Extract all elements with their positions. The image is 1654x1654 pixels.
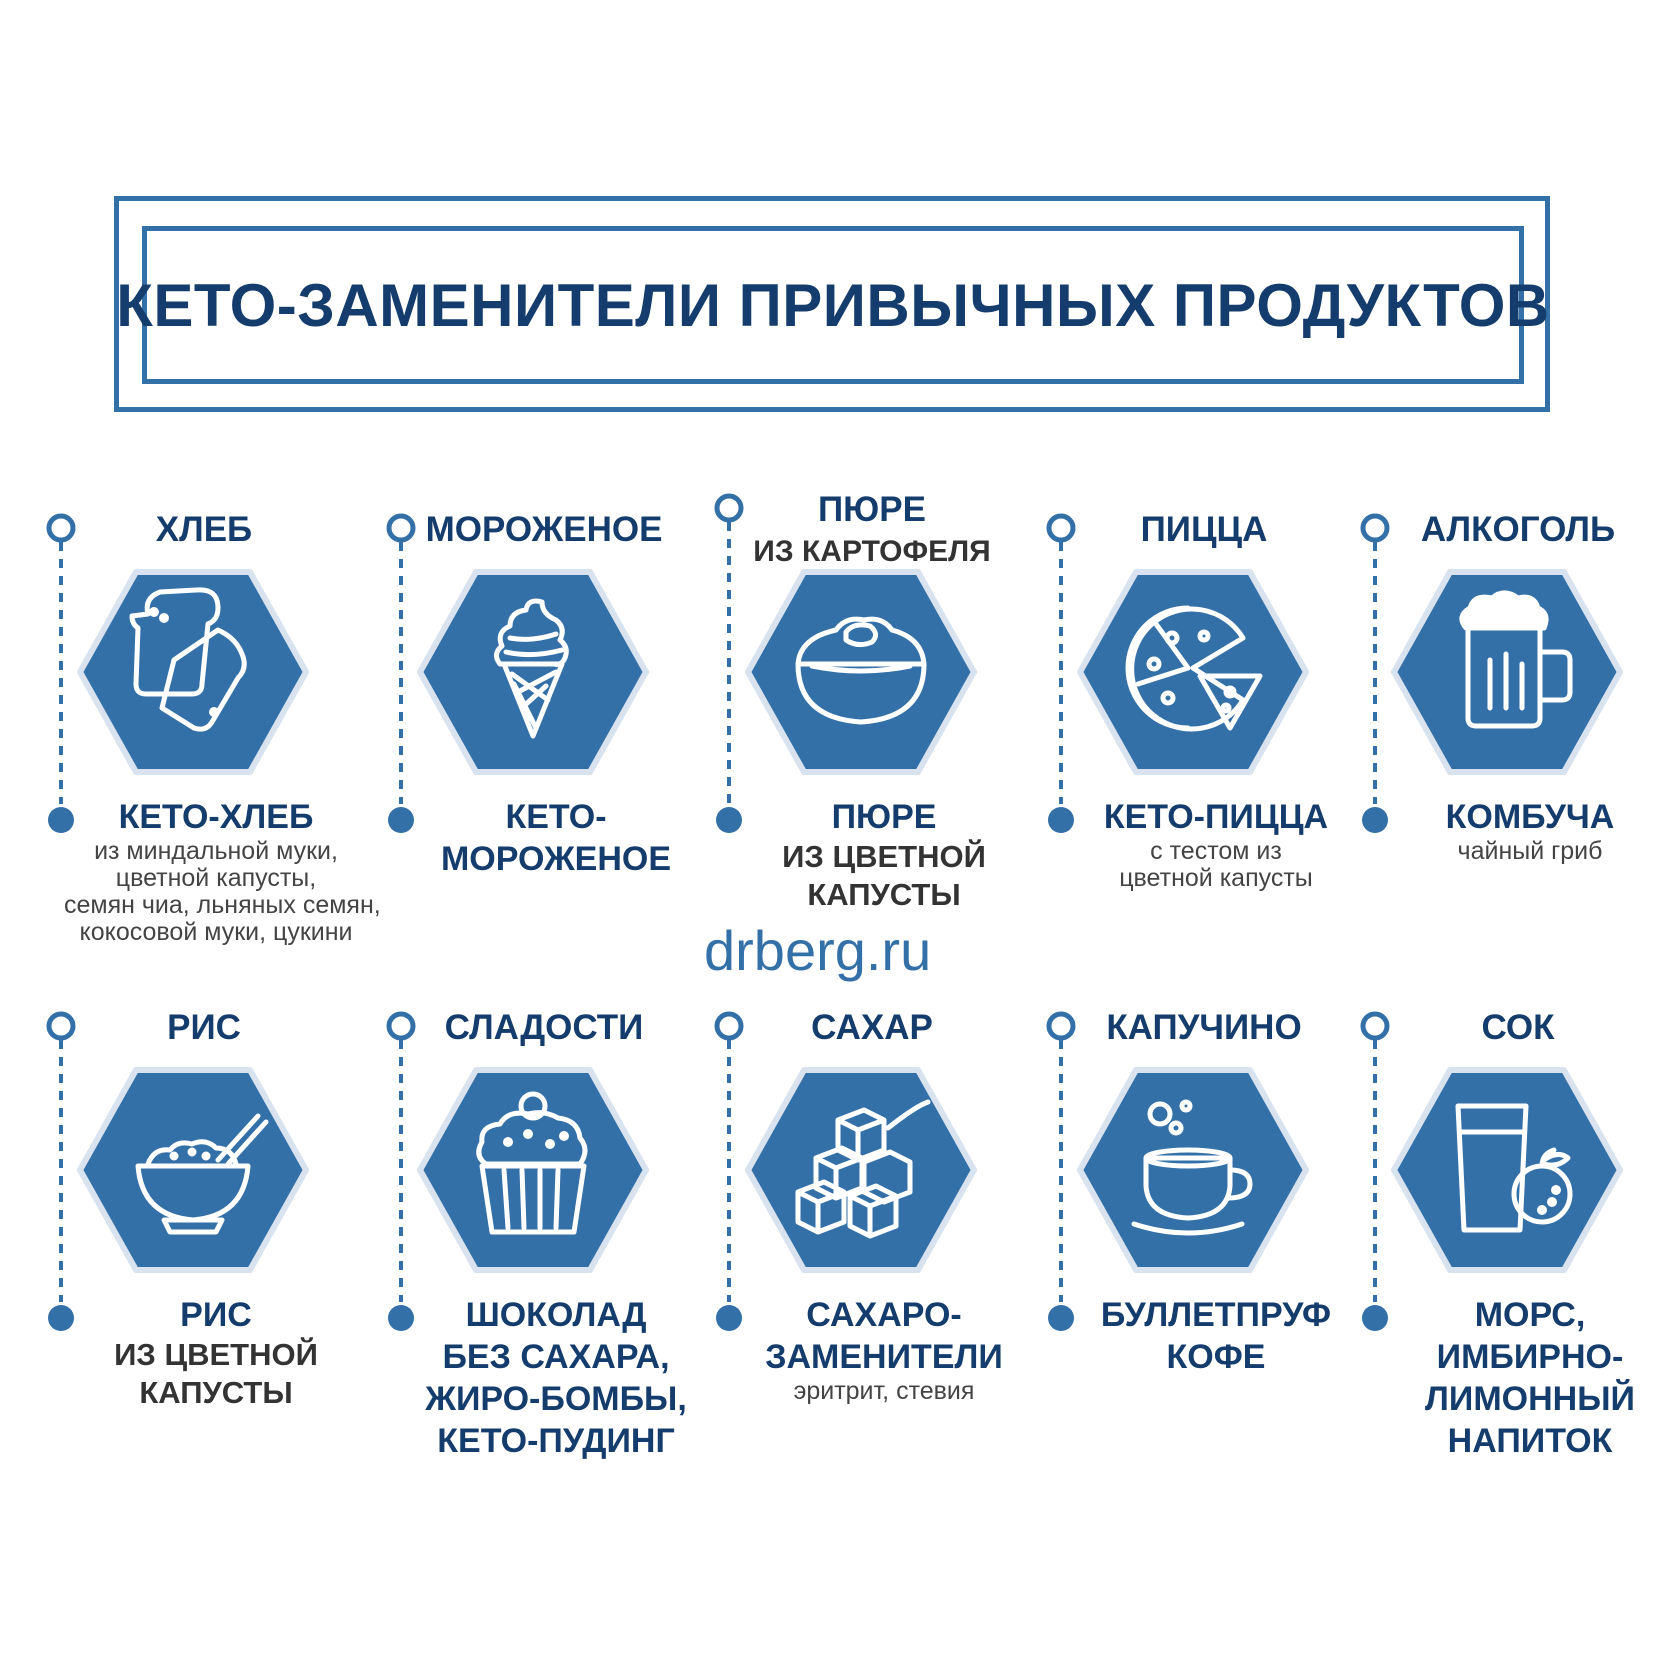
original-product-label [84, 510, 324, 550]
keto-substitute-label [64, 796, 381, 946]
original-product-label [1398, 1008, 1638, 1048]
substitute-caption-line: КАПУСТЫ [807, 877, 961, 912]
hexagon-badge [78, 568, 308, 776]
timeline-connector [1362, 1008, 1388, 1338]
original-product-label [84, 1008, 324, 1048]
keto-substitute-label [404, 796, 708, 880]
timeline-connector [48, 510, 74, 840]
title-frame-inner [116, 226, 1550, 384]
hexagon-shape [1080, 1070, 1306, 1270]
open-circle-marker [389, 1014, 413, 1038]
hexagon-shape [1394, 1070, 1620, 1270]
substitute-description-line: семян чиа, льняных семян, [64, 891, 381, 919]
open-circle-marker [389, 516, 413, 540]
substitute-name-line: БУЛЛЕТПРУФ [1100, 1296, 1332, 1334]
substitute-description-line: чайный гриб [1457, 837, 1603, 865]
substitute-name-line: НАПИТОК [1447, 1422, 1613, 1460]
substitute-card [388, 510, 728, 1010]
original-product-label [1398, 510, 1638, 550]
original-product-name: СЛАДОСТИ [444, 1008, 644, 1047]
timeline-connector [1048, 510, 1074, 840]
substitute-card [48, 510, 388, 1010]
substitute-description-line: из миндальной муки, [94, 837, 338, 865]
timeline-connector [388, 510, 414, 840]
substitute-card [1048, 1008, 1388, 1508]
keto-substitute-label [732, 1294, 1036, 1405]
substitute-name-line: МОРС, [1474, 1296, 1586, 1334]
open-circle-marker [49, 1014, 73, 1038]
substitute-name-line: КЕТО- [505, 798, 607, 836]
hexagon-badge [1392, 568, 1622, 776]
open-circle-marker [1363, 1014, 1387, 1038]
keto-substitute-label [1378, 796, 1654, 865]
substitute-name-line: РИС [180, 1296, 252, 1334]
original-product-name: СОК [1481, 1008, 1555, 1047]
substitute-name-line: ИМБИРНО- [1436, 1338, 1624, 1376]
open-circle-marker [1363, 516, 1387, 540]
keto-substitute-label [1378, 1294, 1654, 1462]
keto-substitute-label [64, 1294, 368, 1412]
hexagon-badge [1078, 1066, 1308, 1274]
open-circle-marker [717, 496, 741, 520]
original-product-label [424, 1008, 664, 1048]
hexagon-shape [80, 572, 306, 772]
original-product-name: РИС [167, 1008, 241, 1047]
watermark: drberg.ru [704, 919, 932, 982]
substitute-card [716, 1008, 1056, 1508]
substitute-card [1362, 510, 1654, 1010]
hexagon-badge [1392, 1066, 1622, 1274]
original-product-label [752, 490, 992, 572]
open-circle-marker [1049, 516, 1073, 540]
keto-substitute-label [732, 796, 1036, 914]
timeline-connector [1048, 1008, 1074, 1338]
hexagon-badge [1078, 568, 1308, 776]
hexagon-shape [80, 1070, 306, 1270]
substitute-name-line: ЗАМЕНИТЕЛИ [765, 1338, 1003, 1376]
hexagon-shape [1080, 572, 1306, 772]
substitute-card [1362, 1008, 1654, 1508]
timeline-connector [1362, 510, 1388, 840]
timeline-connector [48, 1008, 74, 1338]
original-product-label [752, 1008, 992, 1048]
open-circle-marker [1049, 1014, 1073, 1038]
substitute-card [1048, 510, 1388, 1010]
substitute-name-line: ПЮРЕ [831, 798, 937, 836]
keto-substitute-label [1064, 1294, 1368, 1378]
substitute-name-line: КЕТО-ПИЦЦА [1103, 798, 1329, 836]
substitute-description-line: цветной капусты, [115, 864, 317, 892]
substitute-name-line: МОРОЖЕНОЕ [440, 840, 672, 878]
original-product-name: САХАР [811, 1008, 933, 1047]
timeline-connector [388, 1008, 414, 1338]
substitute-description-line: цветной капусты [1119, 864, 1313, 892]
substitute-name-line: КЕТО-ПУДИНГ [437, 1422, 675, 1460]
hexagon-badge [746, 568, 976, 776]
substitute-caption-line: ИЗ ЦВЕТНОЙ [782, 839, 986, 874]
substitute-name-line: ЛИМОННЫЙ [1425, 1380, 1635, 1418]
open-circle-marker [717, 1014, 741, 1038]
substitute-name-line: БЕЗ САХАРА, [442, 1338, 670, 1376]
timeline-connector [716, 1008, 742, 1338]
original-product-label [1084, 510, 1324, 550]
keto-substitute-label [404, 1294, 708, 1462]
substitute-name-line: КОФЕ [1166, 1338, 1266, 1376]
substitute-description-line: эритрит, стевия [793, 1377, 975, 1405]
substitute-description-line: кокосовой муки, цукини [79, 918, 353, 946]
original-product-label [1084, 1008, 1324, 1048]
hexagon-badge [78, 1066, 308, 1274]
substitute-card [388, 1008, 728, 1508]
timeline-connector [716, 490, 742, 840]
original-product-name: ПИЦЦА [1140, 510, 1268, 549]
original-product-name: МОРОЖЕНОЕ [425, 510, 663, 549]
hexagon-badge [418, 568, 648, 776]
substitute-caption-line: ИЗ ЦВЕТНОЙ [114, 1337, 318, 1372]
original-product-name: АЛКОГОЛЬ [1420, 510, 1616, 549]
page-title: КЕТО-ЗАМЕНИТЕЛИ ПРИВЫЧНЫХ ПРОДУКТОВ [116, 271, 1550, 339]
substitute-name-line: ЖИРО-БОМБЫ, [425, 1380, 687, 1418]
hexagon-badge [418, 1066, 648, 1274]
hexagon-badge [746, 1066, 976, 1274]
keto-substitute-label [1064, 796, 1368, 892]
original-product-subtitle: ИЗ КАРТОФЕЛЯ [753, 535, 991, 568]
substitute-name-line: ШОКОЛАД [465, 1296, 647, 1334]
substitute-name-line: САХАРО- [806, 1296, 962, 1334]
substitute-card [48, 1008, 388, 1508]
original-product-label [424, 510, 664, 550]
substitute-name-line: КОМБУЧА [1445, 798, 1615, 836]
substitute-description-line: с тестом из [1150, 837, 1282, 865]
original-product-name: ПЮРЕ [818, 490, 926, 529]
original-product-name: ХЛЕБ [155, 510, 253, 549]
substitute-name-line: КЕТО-ХЛЕБ [118, 798, 314, 836]
hexagon-shape [420, 1070, 646, 1270]
original-product-name: КАПУЧИНО [1106, 1008, 1302, 1047]
substitute-card [716, 490, 1056, 990]
substitute-caption-line: КАПУСТЫ [139, 1375, 293, 1410]
open-circle-marker [49, 516, 73, 540]
